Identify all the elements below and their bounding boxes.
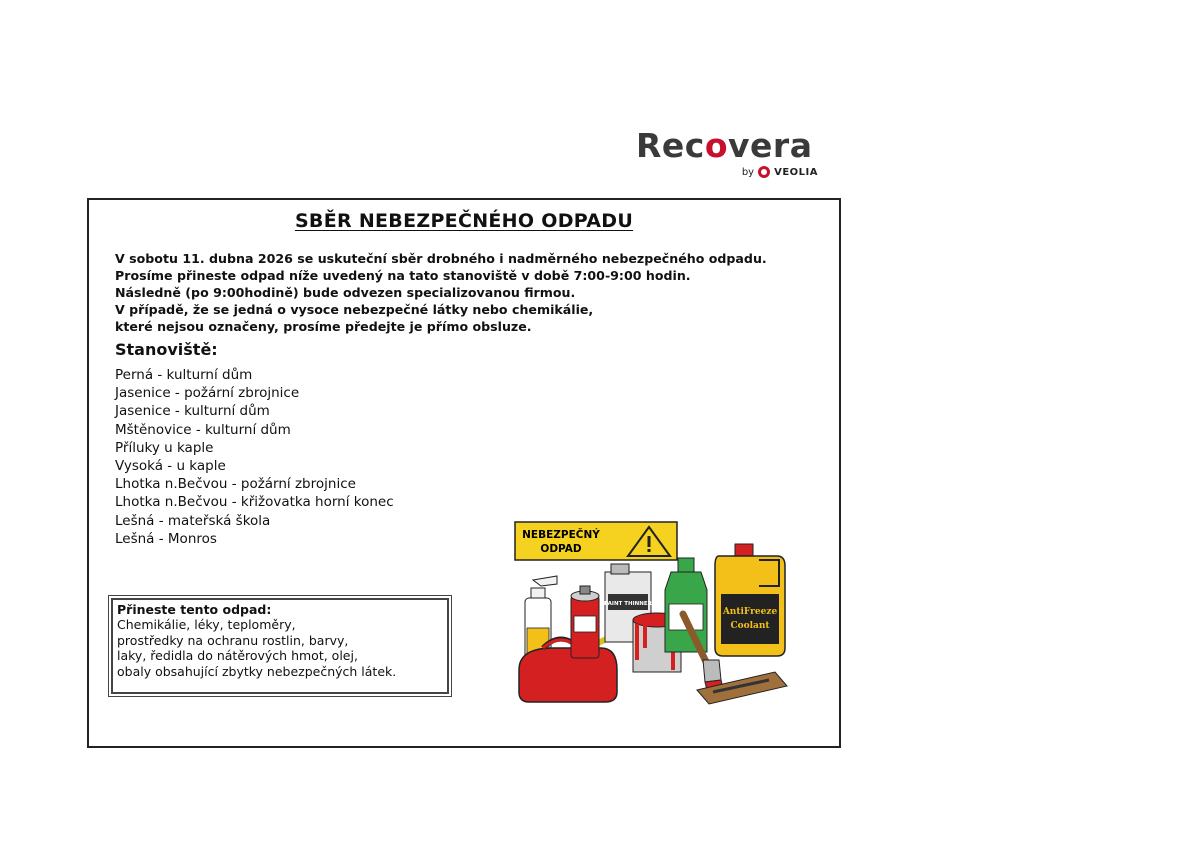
intro-line: Následně (po 9:00hodině) bude odvezen specializovanou firmou. xyxy=(115,285,576,300)
bring-waste-box xyxy=(111,598,449,694)
veolia-text: VEOLIA xyxy=(774,166,818,178)
antifreeze-jug-icon xyxy=(715,544,785,656)
site-item: Perná - kulturní dům xyxy=(115,367,253,383)
intro-line: V případě, že se jedná o vysoce nebezpečné látky nebo chemikálie, xyxy=(115,302,594,317)
intro-line: které nejsou označeny, prosíme předejte je přímo obsluze. xyxy=(115,319,532,334)
bring-waste-line: Chemikálie, léky, teploměry, xyxy=(117,617,296,632)
logo-wordmark-o: o xyxy=(704,126,729,165)
notice-intro xyxy=(115,250,825,335)
bring-waste-line: laky, ředidla do nátěrových hmot, olej, xyxy=(117,648,358,663)
site-item: Lešná - Monros xyxy=(115,530,217,547)
bring-waste-line: obaly obsahující zbytky nebezpečných látek. xyxy=(117,663,397,679)
site-item: Mštěnovice - kulturní dům xyxy=(115,421,291,438)
bring-waste-title: Přineste tento odpad: xyxy=(117,602,272,617)
aerosol-can-icon xyxy=(571,586,599,658)
bring-waste-text xyxy=(117,617,443,679)
site-item: Příluky u kaple xyxy=(115,439,214,456)
sign-line2: ODPAD xyxy=(540,543,582,555)
intro-line: V sobotu 11. dubna 2026 se uskuteční sběr drobného i nadměrného nebezpečného odpadu. xyxy=(115,251,767,266)
hazard-sign xyxy=(515,522,677,560)
sites-heading: Stanoviště: xyxy=(115,340,218,359)
site-item: Jasenice - kulturní dům xyxy=(115,403,270,420)
logo-by-text: by xyxy=(741,166,755,178)
logo-wordmark-suffix: vera xyxy=(728,126,813,165)
site-item: Lešná - mateřská škola xyxy=(115,512,271,529)
hazardous-waste-illustration xyxy=(513,520,803,705)
veolia-icon xyxy=(758,166,770,178)
logo-byline xyxy=(742,166,818,178)
site-item: Jasenice - požární zbrojnice xyxy=(115,385,300,402)
logo-wordmark-prefix: Rec xyxy=(636,126,705,165)
logo-wordmark xyxy=(636,126,812,166)
paint-thinner-label: PAINT THINNER xyxy=(604,601,652,607)
intro-line: Prosíme přineste odpad níže uvedený na tato stanoviště v době 7:00-9:00 hodin. xyxy=(115,268,691,283)
site-item: Vysoká - u kaple xyxy=(115,458,226,475)
site-item: Lhotka n.Bečvou - požární zbrojnice xyxy=(115,476,356,493)
site-item: Lhotka n.Bečvou - křižovatka horní konec xyxy=(115,494,394,511)
antifreeze-label-2: Coolant xyxy=(730,621,770,631)
antifreeze-label-1: AntiFreeze xyxy=(722,607,778,617)
notice-frame xyxy=(87,198,841,748)
notice-title: SBĚR NEBEZPEČNÉHO ODPADU xyxy=(294,210,634,232)
green-bottle-icon xyxy=(665,558,707,652)
sites-list xyxy=(115,366,394,548)
recovera-logo xyxy=(636,126,822,182)
sign-line1: NEBEZPEČNÝ xyxy=(522,529,600,541)
bring-waste-line: prostředky na ochranu rostlin, barvy, xyxy=(117,632,349,648)
